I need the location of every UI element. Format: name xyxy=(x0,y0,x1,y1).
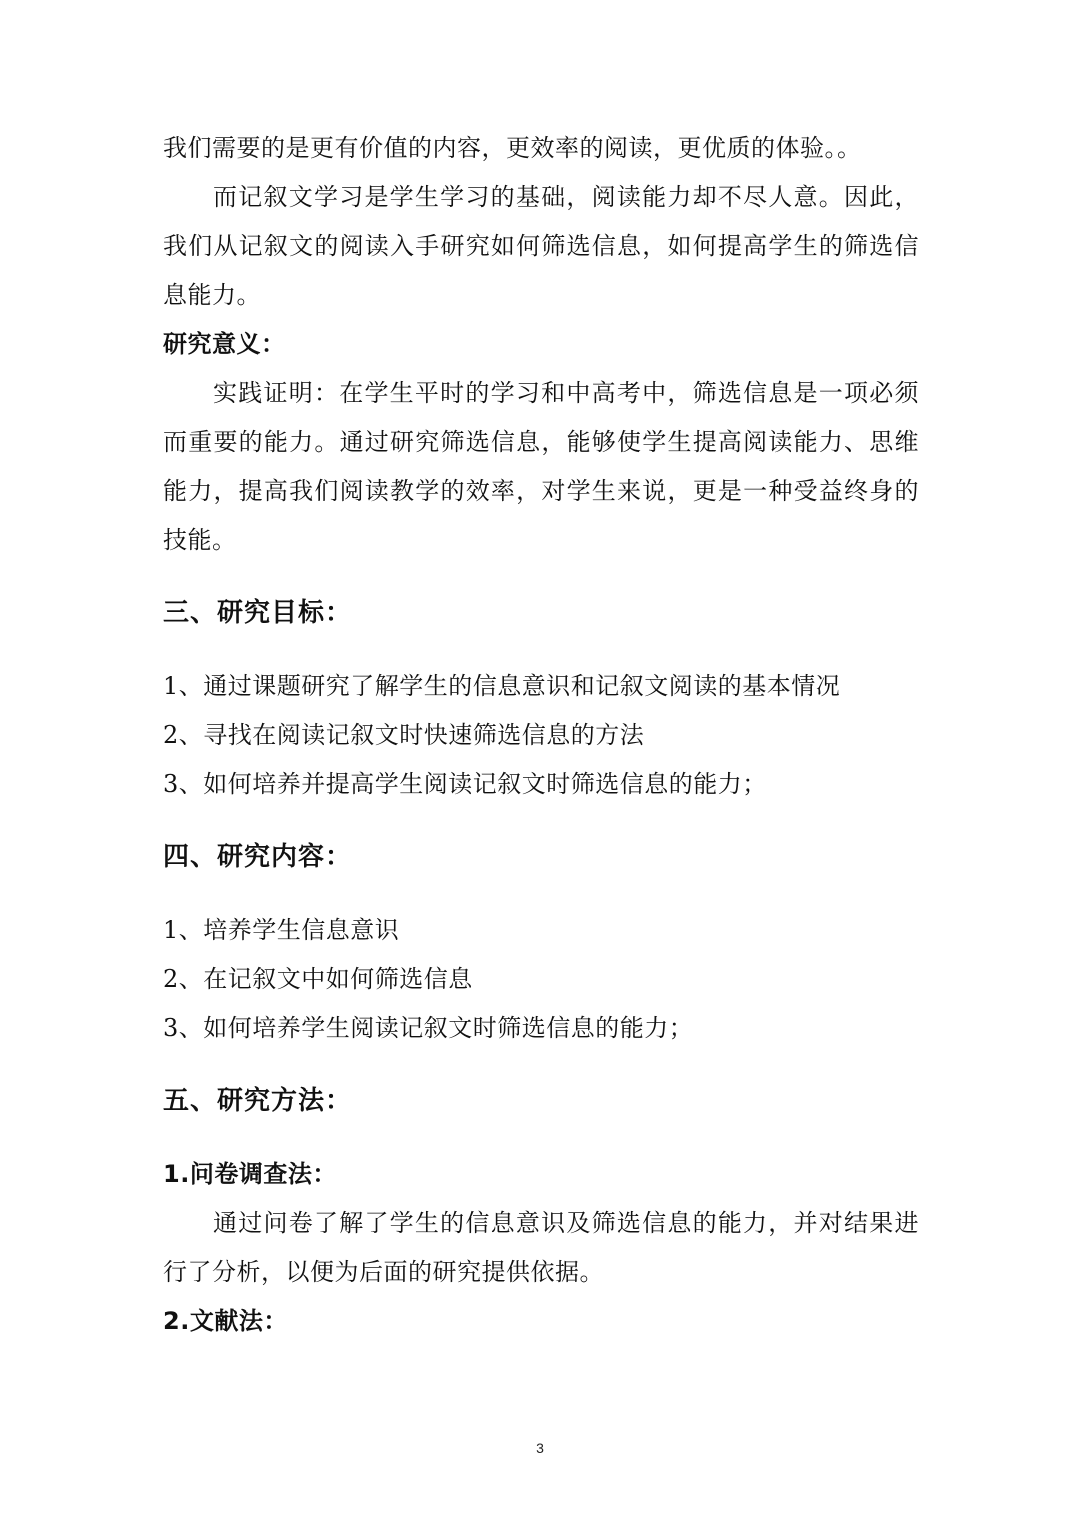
spacer xyxy=(163,1053,919,1077)
page-content xyxy=(163,124,919,1346)
method-label-literature: 2.文献法： xyxy=(163,1307,288,1335)
spacer xyxy=(163,882,919,906)
method-paragraph-questionnaire: 通过问卷了解了学生的信息意识及筛选信息的能力，并对结果进行了分析，以便为后面的研究提供依据。 xyxy=(163,1209,919,1286)
content-item: 3、如何培养学生阅读记叙文时筛选信息的能力； xyxy=(163,1014,694,1042)
paragraph-narrative-basis: 而记叙文学习是学生学习的基础，阅读能力却不尽人意。因此，我们从记叙文的阅读入手研究如何筛选信息，如何提高学生的筛选信息能力。 xyxy=(163,183,919,309)
section-heading-goals: 三、研究目标： xyxy=(163,598,353,628)
method-label-questionnaire: 1.问卷调查法： xyxy=(163,1160,337,1188)
spacer xyxy=(163,565,919,589)
page-number: 3 xyxy=(536,1440,544,1456)
section-heading-methods: 五、研究方法： xyxy=(163,1086,353,1116)
significance-label: 研究意义： xyxy=(163,330,286,358)
goal-item: 1、通过课题研究了解学生的信息意识和记叙文阅读的基本情况 xyxy=(163,672,841,700)
spacer xyxy=(163,638,919,662)
spacer xyxy=(163,809,919,833)
content-item: 2、在记叙文中如何筛选信息 xyxy=(163,965,473,993)
goal-item: 2、寻找在阅读记叙文时快速筛选信息的方法 xyxy=(163,721,645,749)
paragraph-continuation: 我们需要的是更有价值的内容，更效率的阅读，更优质的体验。。 xyxy=(163,134,862,162)
significance-paragraph: 实践证明：在学生平时的学习和中高考中，筛选信息是一项必须而重要的能力。通过研究筛选信息，能够使学生提高阅读能力、思维能力，提高我们阅读教学的效率，对学生来说，更是一种受益终身的技能。 xyxy=(163,379,919,554)
section-heading-content: 四、研究内容： xyxy=(163,842,353,872)
goal-item: 3、如何培养并提高学生阅读记叙文时筛选信息的能力； xyxy=(163,770,767,798)
content-item: 1、培养学生信息意识 xyxy=(163,916,400,944)
spacer xyxy=(163,1126,919,1150)
